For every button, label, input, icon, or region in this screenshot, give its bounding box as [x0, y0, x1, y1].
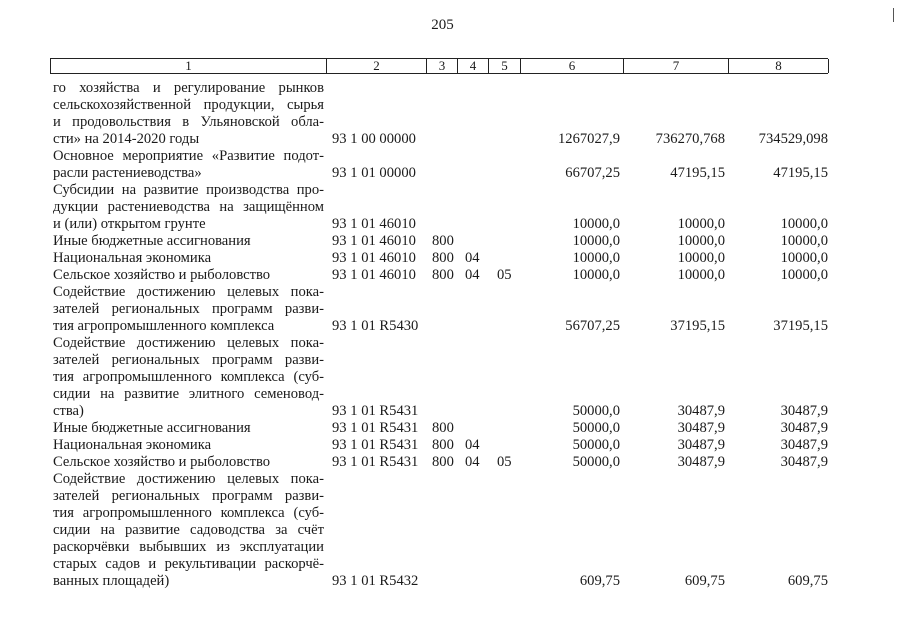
table-row	[0, 420, 905, 437]
row-value-col7: 30487,9	[677, 420, 725, 436]
row-value-col8: 47195,15	[773, 165, 828, 181]
table-row	[0, 335, 905, 420]
table-row	[0, 250, 905, 267]
row-value-col7: 10000,0	[677, 216, 725, 232]
row-name	[53, 80, 324, 148]
row-value-col7: 47195,15	[670, 165, 725, 181]
row-value-col7: 37195,15	[670, 318, 725, 334]
row-col3: 800	[432, 250, 454, 266]
header-col-6: 6	[521, 59, 624, 73]
row-col4: 04	[465, 250, 480, 266]
row-col4: 04	[465, 437, 480, 453]
row-name	[53, 148, 324, 182]
row-name	[53, 182, 324, 233]
row-col3: 800	[432, 233, 454, 249]
row-value-col8: 30487,9	[780, 454, 828, 470]
row-value-col6: 609,75	[579, 573, 620, 589]
header-col-2: 2	[327, 59, 427, 73]
row-value-col7: 30487,9	[677, 403, 725, 419]
row-name-line: го хозяйства и регулирование рынков	[53, 80, 324, 96]
row-name-line: дукции растениеводства на защищённом	[53, 199, 324, 215]
row-value-col6: 1267027,9	[557, 131, 620, 147]
row-value-col7: 609,75	[684, 573, 725, 589]
row-code: 93 1 00 00000	[332, 131, 416, 147]
row-code: 93 1 01 46010	[332, 267, 416, 283]
row-col3: 800	[432, 454, 454, 470]
row-value-col8: 10000,0	[780, 267, 828, 283]
row-code: 93 1 01 R5431	[332, 454, 419, 470]
header-col-7: 7	[624, 59, 729, 73]
row-value-col6: 56707,25	[565, 318, 620, 334]
row-name-line: тия агропромышленного комплекса (суб-	[53, 505, 324, 521]
row-code: 93 1 01 46010	[332, 250, 416, 266]
table-row	[0, 80, 905, 148]
table-row	[0, 284, 905, 335]
row-col3: 800	[432, 267, 454, 283]
row-name-line: Содействие достижению целевых пока-	[53, 284, 324, 300]
row-name	[53, 454, 324, 471]
row-name-line: зателей региональных программ разви-	[53, 301, 324, 317]
table-row	[0, 267, 905, 284]
header-col-8: 8	[729, 59, 829, 73]
row-name-line: Сельское хозяйство и рыболовство	[53, 267, 271, 283]
row-col5: 05	[497, 454, 512, 470]
table-row	[0, 454, 905, 471]
header-col-4: 4	[458, 59, 489, 73]
table-row	[0, 471, 905, 590]
table-header	[50, 58, 828, 74]
header-col-3: 3	[427, 59, 458, 73]
header-col-5: 5	[489, 59, 521, 73]
row-value-col7: 30487,9	[677, 437, 725, 453]
table-row	[0, 437, 905, 454]
row-col5: 05	[497, 267, 512, 283]
row-name-line: Иные бюджетные ассигнования	[53, 233, 251, 249]
row-col3: 800	[432, 420, 454, 436]
row-name	[53, 233, 324, 250]
row-code: 93 1 01 R5431	[332, 437, 419, 453]
row-code: 93 1 01 46010	[332, 233, 416, 249]
row-name-line: и продовольствия в Ульяновской обла-	[53, 114, 324, 130]
row-value-col8: 30487,9	[780, 420, 828, 436]
row-name-line: сти» на 2014-2020 годы	[53, 131, 200, 147]
row-col3: 800	[432, 437, 454, 453]
table-row	[0, 233, 905, 250]
row-value-col7: 10000,0	[677, 267, 725, 283]
page-number: 205	[431, 17, 454, 33]
row-value-col7: 10000,0	[677, 233, 725, 249]
row-value-col8: 10000,0	[780, 233, 828, 249]
row-value-col8: 734529,098	[758, 131, 828, 147]
row-name-line: сельскохозяйственной продукции, сырья	[53, 97, 324, 113]
row-name	[53, 335, 324, 420]
row-value-col8: 30487,9	[780, 437, 828, 453]
row-value-col6: 50000,0	[572, 403, 620, 419]
row-value-col7: 10000,0	[677, 250, 725, 266]
row-value-col8: 37195,15	[773, 318, 828, 334]
edge-mark	[893, 8, 894, 22]
row-name-line: сидии на развитие садоводства за счёт	[53, 522, 324, 538]
row-name-line: старых садов и рекультивации раскорчё-	[53, 556, 324, 572]
row-name-line: Содействие достижению целевых пока-	[53, 335, 324, 351]
row-name-line: ства)	[53, 403, 84, 419]
row-name-line: зателей региональных программ разви-	[53, 352, 324, 368]
row-name-line: Национальная экономика	[53, 250, 212, 266]
row-value-col8: 10000,0	[780, 216, 828, 232]
row-name-line: Иные бюджетные ассигнования	[53, 420, 251, 436]
row-value-col6: 10000,0	[572, 267, 620, 283]
row-name-line: тия агропромышленного комплекса (суб-	[53, 369, 324, 385]
row-value-col8: 609,75	[787, 573, 828, 589]
row-value-col6: 50000,0	[572, 420, 620, 436]
row-name	[53, 267, 324, 284]
row-name-line: Содействие достижению целевых пока-	[53, 471, 324, 487]
row-name	[53, 284, 324, 335]
row-name-line: зателей региональных программ разви-	[53, 488, 324, 504]
row-value-col6: 50000,0	[572, 454, 620, 470]
row-name-line: Сельское хозяйство и рыболовство	[53, 454, 271, 470]
row-name	[53, 420, 324, 437]
row-name-line: и (или) открытом грунте	[53, 216, 206, 232]
row-code: 93 1 01 R5431	[332, 420, 419, 436]
row-col4: 04	[465, 454, 480, 470]
row-name-line: тия агропромышленного комплекса	[53, 318, 275, 334]
row-name	[53, 250, 324, 267]
row-name-line: расли растениеводства»	[53, 165, 202, 181]
row-name-line: Субсидии на развитие производства про-	[53, 182, 324, 198]
row-name-line: ванных площадей)	[53, 573, 170, 589]
row-code: 93 1 01 R5430	[332, 318, 419, 334]
row-code: 93 1 01 R5431	[332, 403, 419, 419]
row-code: 93 1 01 46010	[332, 216, 416, 232]
row-name-line: раскорчёвки выбывших из эксплуатации	[53, 539, 324, 555]
row-value-col6: 10000,0	[572, 233, 620, 249]
table-row	[0, 182, 905, 233]
row-value-col8: 10000,0	[780, 250, 828, 266]
row-code: 93 1 01 R5432	[332, 573, 419, 589]
row-value-col7: 30487,9	[677, 454, 725, 470]
row-value-col8: 30487,9	[780, 403, 828, 419]
header-col-1: 1	[51, 59, 327, 73]
row-name	[53, 471, 324, 590]
row-code: 93 1 01 00000	[332, 165, 416, 181]
row-value-col6: 50000,0	[572, 437, 620, 453]
table-row	[0, 148, 905, 182]
row-col4: 04	[465, 267, 480, 283]
row-name	[53, 437, 324, 454]
row-value-col7: 736270,768	[655, 131, 725, 147]
row-name-line: Национальная экономика	[53, 437, 212, 453]
row-value-col6: 10000,0	[572, 216, 620, 232]
row-value-col6: 66707,25	[565, 165, 620, 181]
row-value-col6: 10000,0	[572, 250, 620, 266]
row-name-line: Основное мероприятие «Развитие подот-	[53, 148, 324, 164]
row-name-line: сидии на развитие элитного семеновод-	[53, 386, 324, 402]
